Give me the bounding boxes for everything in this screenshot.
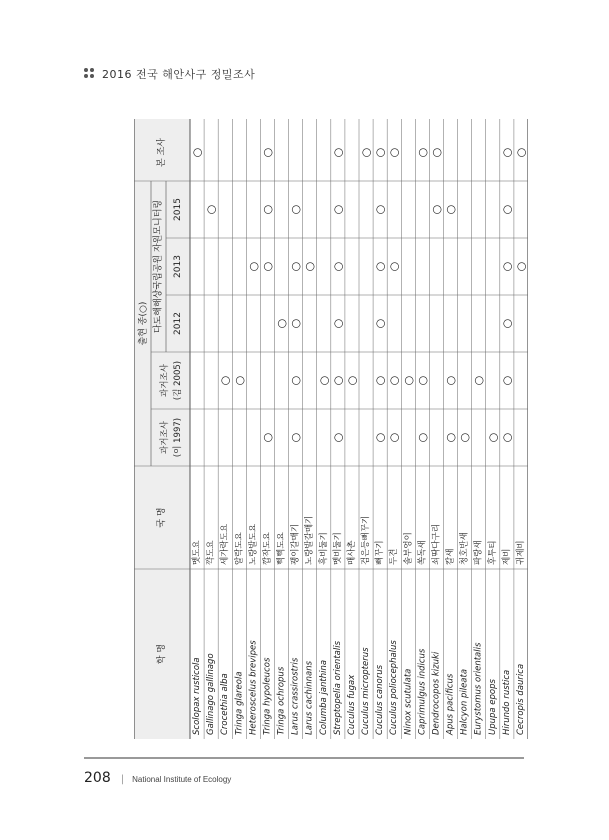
row-korean-name: 솔부엉이 [403,532,414,565]
footer-separator: | [120,774,125,785]
row-mark-circle: ○ [232,375,246,386]
row-mark-circle: ○ [289,261,303,272]
row-mark-circle: ○ [373,261,387,272]
page-header [84,66,255,82]
header-korean-name: 국 명 [157,507,167,528]
row-mark-circle: ○ [289,318,303,329]
header-year-2013: 2013 [173,255,183,278]
footer-divider [84,757,524,759]
row-korean-name: 멧도요 [192,540,203,565]
row-scientific-name: Upupa epops [487,679,498,735]
row-korean-name: 두견 [389,548,400,565]
page-footer [84,770,231,786]
header-year-2012: 2012 [173,312,183,335]
row-scientific-name: Tringa ochropus [276,666,287,735]
row-scientific-name: Cecropis daurica [515,663,526,735]
row-mark-circle: ○ [331,147,345,158]
header-past-survey-1: 과거조사 [160,421,170,454]
row-scientific-name: Tringa glareola [234,671,245,735]
row-mark-circle: ○ [289,375,303,386]
row-mark-circle: ○ [317,375,331,386]
row-korean-name: 삑삑도요 [276,532,287,565]
row-scientific-name: Larus crassirostris [290,657,301,735]
row-mark-circle: ○ [359,147,373,158]
row-scientific-name: Cuculus poliocephalus [389,640,400,735]
row-scientific-name: Ninox scutulata [403,668,414,735]
row-mark-circle: ○ [373,432,387,443]
row-mark-circle: ○ [218,375,232,386]
institute-name: National Institute of Ecology [132,775,232,784]
row-mark-circle: ○ [289,204,303,215]
row-korean-name: 검은등뻐꾸기 [361,515,372,565]
row-mark-circle: ○ [415,375,429,386]
species-table [134,119,528,739]
row-mark-circle: ○ [444,432,458,443]
row-mark-circle: ○ [345,375,359,386]
row-scientific-name: Apus pacificus [445,673,456,735]
row-scientific-name: Cuculus canorus [375,664,386,735]
row-mark-circle: ○ [260,147,274,158]
row-mark-circle: ○ [289,432,303,443]
row-scientific-name: Tringa hypoleucos [262,657,273,735]
row-mark-circle: ○ [373,147,387,158]
row-scientific-name: Streptopelia orientalis [332,640,343,735]
row-korean-name: 쇠딱다구리 [431,523,442,565]
row-korean-name: 흑비둘기 [318,532,329,565]
row-mark-circle: ○ [303,261,317,272]
row-korean-name: 노랑발도요 [248,523,259,565]
row-scientific-name: Columba janthina [318,659,329,735]
row-scientific-name: Cuculus micropterus [361,647,372,735]
row-mark-circle: ○ [190,147,204,158]
header-past-survey-1-ref: (이 1997) [173,417,183,458]
row-scientific-name: Dendrocopos kizuki [431,651,442,735]
row-korean-name: 멧비둘기 [332,532,343,565]
row-mark-circle: ○ [331,261,345,272]
row-korean-name: 파랑새 [473,540,484,565]
row-mark-circle: ○ [260,204,274,215]
row-korean-name: 제비 [501,548,512,565]
row-mark-circle: ○ [331,375,345,386]
row-scientific-name: Heteroscelus brevipes [248,640,259,735]
row-korean-name: 귀제비 [515,540,526,565]
row-mark-circle: ○ [500,375,514,386]
row-mark-circle: ○ [472,375,486,386]
row-korean-name: 깝작도요 [262,532,273,565]
row-mark-circle: ○ [415,432,429,443]
row-mark-circle: ○ [444,375,458,386]
row-mark-circle: ○ [373,204,387,215]
row-mark-circle: ○ [500,318,514,329]
row-mark-circle: ○ [387,375,401,386]
row-scientific-name: Scolopax rusticola [192,657,203,735]
row-korean-name: 뻐꾸기 [375,540,386,565]
row-scientific-name: Gallinago gallinago [206,653,217,735]
row-mark-circle: ○ [331,432,345,443]
header-scientific-name: 학 명 [157,643,167,665]
row-korean-name: 매사촌 [346,540,357,565]
row-mark-circle: ○ [429,204,443,215]
header-this-survey: 본 조사 [157,138,167,167]
row-mark-circle: ○ [500,432,514,443]
header-appearance: 출현 종(○) [138,301,149,346]
row-mark-circle: ○ [444,204,458,215]
species-table-svg [134,119,528,739]
header-past-survey-2-ref: (김 2005) [173,360,183,401]
row-mark-circle: ○ [387,261,401,272]
row-mark-circle: ○ [260,261,274,272]
row-scientific-name: Eurystomus orientalis [473,642,484,735]
row-scientific-name: Crocethia alba [220,673,231,735]
row-mark-circle: ○ [387,147,401,158]
row-mark-circle: ○ [458,432,472,443]
row-korean-name: 청호반새 [459,532,470,565]
header-year-2015: 2015 [173,198,183,221]
row-korean-name: 쏙독새 [417,540,428,565]
row-mark-circle: ○ [514,147,528,158]
header-monitoring: 다도해해상국립공원 자원모니터링 [153,199,164,334]
row-mark-circle: ○ [514,261,528,272]
row-scientific-name: Halcyon pileata [459,668,470,735]
row-mark-circle: ○ [500,147,514,158]
row-korean-name: 노랑발갈매기 [304,515,315,565]
row-scientific-name: Cuculus fugax [346,674,357,735]
bullet-dots-icon [84,68,96,80]
row-korean-name: 꺅도요 [206,540,217,565]
row-mark-circle: ○ [401,375,415,386]
row-mark-circle: ○ [246,261,260,272]
row-korean-name: 후투티 [487,540,498,565]
row-korean-name: 세가락도요 [220,523,231,565]
header-title: 2016 전국 해안사구 정밀조사 [102,68,256,81]
row-mark-circle: ○ [275,318,289,329]
row-korean-name: 알락도요 [234,532,245,565]
row-mark-circle: ○ [486,432,500,443]
row-mark-circle: ○ [260,432,274,443]
row-scientific-name: Hirundo rustica [501,669,512,735]
row-scientific-name: Larus cachinnans [304,660,315,735]
row-mark-circle: ○ [429,147,443,158]
row-mark-circle: ○ [373,318,387,329]
row-mark-circle: ○ [204,204,218,215]
row-mark-circle: ○ [331,318,345,329]
header-past-survey-2: 과거조사 [160,364,170,397]
row-korean-name: 칼새 [445,548,456,565]
row-scientific-name: Caprimulgus indicus [417,648,428,735]
row-mark-circle: ○ [331,204,345,215]
row-korean-name: 괭이갈매기 [290,523,301,565]
row-mark-circle: ○ [373,375,387,386]
row-mark-circle: ○ [500,204,514,215]
row-mark-circle: ○ [500,261,514,272]
row-mark-circle: ○ [387,432,401,443]
row-mark-circle: ○ [415,147,429,158]
page-number: 208 [84,770,111,786]
